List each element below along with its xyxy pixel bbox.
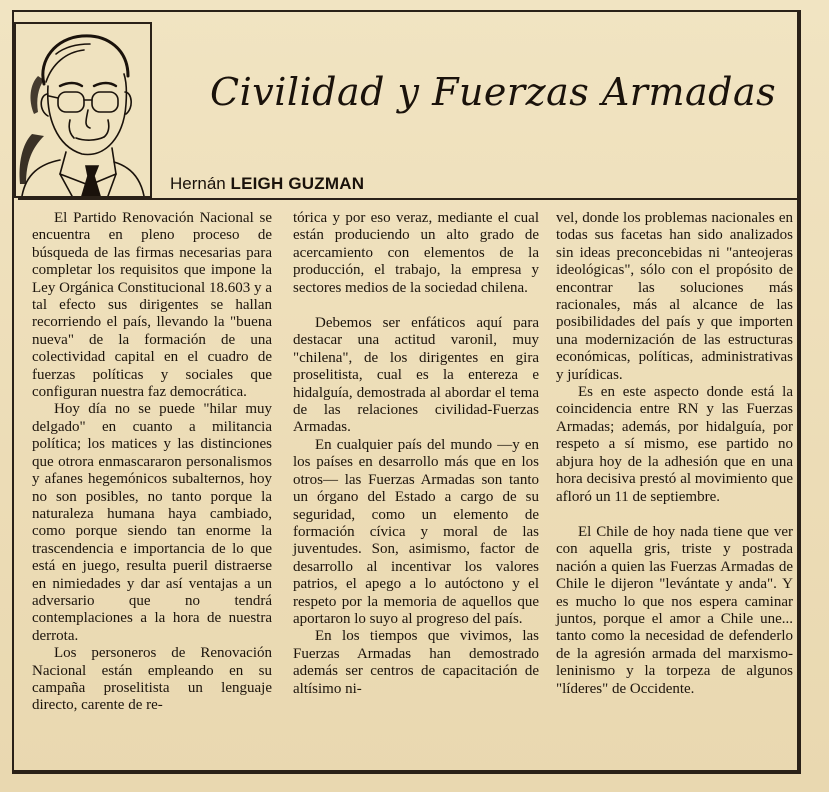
bottom-rule bbox=[12, 772, 801, 774]
author-last-name: LEIGH GUZMAN bbox=[230, 174, 365, 193]
paragraph: Los personeros de Renovación Nacional están empleando en su campaña proselitista un lenguaje directo, carente de re- bbox=[32, 645, 272, 714]
headline-rule bbox=[18, 198, 798, 200]
headline: Civilidad y Fuerzas Armadas bbox=[210, 70, 777, 114]
paragraph: El Chile de hoy nada tiene que ver con aquella gris, triste y postrada nación a quien las Fuerzas Armadas de Chile le dijeron "levántate y anda". Y es mucho lo que nos espera caminar juntos, porque el amor a Chile une... tanto como la necesidad de defenderlo de la agresión armada del marxismo-leninismo y la torpeza de algunos "líderes" de Occidente. bbox=[556, 523, 793, 697]
column-2 bbox=[293, 210, 539, 698]
paragraph: tórica y por eso veraz, mediante el cual están produciendo un alto grado de acercamiento con elementos de la producción, el trabajo, la empresa y sectores medios de la sociedad chilena. bbox=[293, 210, 539, 296]
author-first-name: Hernán bbox=[170, 174, 226, 193]
paragraph: Hoy día no se puede "hilar muy delgado" en cuanto a militancia política; los matices y las distinciones que otrora enmascararon personalismos y afanes hegemónicos subalternos, hoy no son posibles, no tanto porque la naturaleza humana haya cambiado, como porque siendo tan enorme la trascendencia e importancia de lo que está en juego, resulta pueril distraerse en nimiedades y dar así ventajas a un adversario que no tendrá contemplaciones a la hora de nuestra derrota. bbox=[32, 401, 272, 644]
frame-edge bbox=[799, 10, 801, 772]
paragraph: Debemos ser enfáticos aquí para destacar una actitud varonil, muy "chilena", de los dirigentes en gira proselitista, cual es la entereza e hidalguía, demostrada al abordar el tema de las relaciones civilidad-Fuerzas Armadas. bbox=[293, 315, 539, 436]
column-1 bbox=[32, 210, 272, 715]
paragraph: vel, donde los problemas nacionales en todas sus facetas han sido analizados sin ideas preconcebidas ni "anteojeras ideológicas", sólo con el propósito de encontrar las soluciones más racionales, más al alcance de las posibilidades del país y que importen una modernización de las estructuras económicas, políticas, administrativas y jurídicas. bbox=[556, 210, 793, 383]
paragraph: Es en este aspecto donde está la coincidencia entre RN y las Fuerzas Armadas; además, por hidalguía, por respeto a sí mismo, ese partido no abjura hoy de la adhesión que en una hora decisiva prestó al movimiento que afloró un 11 de septiembre. bbox=[556, 384, 793, 505]
author-portrait-drawing bbox=[16, 24, 150, 196]
column-3 bbox=[556, 210, 793, 698]
author-portrait bbox=[14, 22, 152, 198]
paragraph: En los tiempos que vivimos, las Fuerzas Armadas han demostrado además ser centros de capacitación de altísimo ni- bbox=[293, 628, 539, 697]
paragraph: En cualquier país del mundo —y en los países en desarrollo más que en los otros— las Fuerzas Armadas son tanto un órgano del Estado a cargo de su seguridad, como un elemento de formación cívica y moral de las juventudes. Son, asimismo, factor de desarrollo al incentivar los valores patrios, el apego a lo autóctono y el respeto por la memoria de aquellos que aportaron lo suyo al progreso del país. bbox=[293, 436, 539, 627]
byline bbox=[170, 174, 364, 194]
paragraph: El Partido Renovación Nacional se encuentra en pleno proceso de búsqueda de las firmas necesarias para completar los requisitos que impone la Ley Orgánica Constitucional 18.603 y a tal efecto sus dirigentes se hallan recorriendo el país, llevando la "buena nueva" de la formación de una colectividad capital en el cuadro de fuerzas políticas y sociales que configuran nuestra faz democrática. bbox=[32, 210, 272, 401]
